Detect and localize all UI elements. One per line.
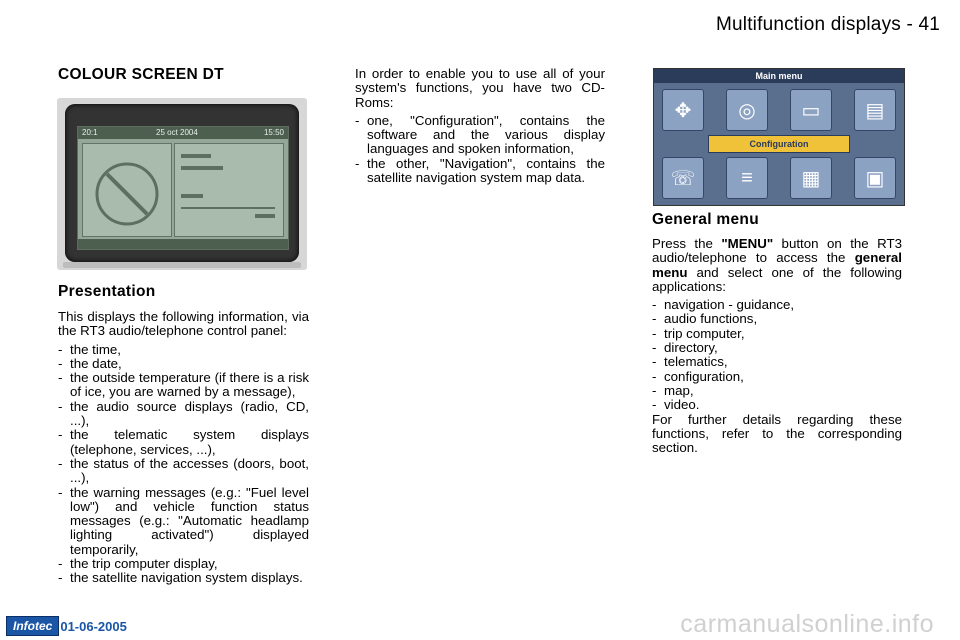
lcd-clock: 15:50 (263, 128, 284, 137)
list-item: - one, "Configuration", contains the software and the various display languages and spoken information, (355, 114, 605, 157)
list-item: - directory, (652, 341, 902, 355)
main-menu-screenshot (653, 68, 905, 206)
list-item: - the audio source displays (radio, CD, ...), (58, 400, 309, 429)
section-title: COLOUR SCREEN DT (58, 66, 224, 83)
photo-base (63, 262, 301, 268)
applications-list (652, 298, 902, 412)
menu-button-label: "MENU" (721, 236, 774, 251)
lcd-map-panel (82, 143, 172, 237)
cd-icon: ◎ (726, 89, 768, 131)
list-item: - the telematic system displays (telephone, services, ...), (58, 428, 309, 457)
list-item: - navigation - guidance, (652, 298, 902, 312)
list-item: - the status of the accesses (doors, boot, ...), (58, 457, 309, 486)
presentation-list (58, 343, 309, 586)
page-title: Multifunction displays - 41 (715, 14, 940, 35)
footer (6, 616, 127, 636)
lcd-time: 20:1 (82, 128, 98, 137)
screen-photo (57, 98, 307, 270)
info-lines-icon (175, 144, 283, 236)
para-text: Press the (652, 236, 722, 251)
configuration-icon: ≡ (726, 157, 768, 199)
list-item: - the outside temperature (if there is a risk of ice, you are warned by a message), (58, 371, 309, 400)
map-icon (83, 144, 171, 236)
general-menu-paragraph (652, 237, 902, 294)
list-item: - map, (652, 384, 902, 398)
cdrom-intro: In order to enable you to use all of your system's functions, you have two CD-Roms: (355, 66, 605, 110)
main-menu-title: Main menu (654, 69, 904, 83)
cdrom-section (355, 67, 605, 185)
navigation-icon: ✥ (662, 89, 704, 131)
list-item: - video. (652, 398, 902, 412)
lcd-info-panel (174, 143, 284, 237)
list-item: - the other, "Navigation", contains the satellite navigation system map data. (355, 157, 605, 186)
lcd-date: 25 oct 2004 (156, 128, 198, 137)
general-menu-section (652, 211, 902, 455)
video-icon: ▣ (854, 157, 896, 199)
lcd-status-bar (78, 127, 288, 139)
menu-icons-row (662, 157, 896, 199)
configuration-highlight: Configuration (708, 135, 850, 153)
presentation-heading: Presentation (58, 283, 156, 300)
para-text: and select one of the following applications: (652, 264, 902, 294)
lcd-footer-bar (78, 239, 288, 249)
presentation-intro: This displays the following information, via the RT3 audio/telephone control panel: (58, 309, 309, 339)
general-menu-term: general menu (652, 250, 902, 280)
lcd-display (77, 126, 289, 250)
footer-date: 01-06-2005 (60, 618, 127, 634)
screen-bezel (65, 104, 299, 262)
list-item: - audio functions, (652, 312, 902, 326)
watermark: carmanualsonline.info (680, 610, 934, 638)
infotec-logo: Infotec (6, 616, 59, 636)
para-text: button on the RT3 audio/telephone to access the (652, 236, 902, 266)
closing-paragraph: For further details regarding these functions, refer to the corresponding section. (652, 411, 902, 456)
list-item: - telematics, (652, 355, 902, 369)
list-item: - trip computer, (652, 327, 902, 341)
directory-icon: ▤ (854, 89, 896, 131)
presentation-section (58, 283, 309, 586)
menu-icons-row (662, 89, 896, 131)
list-item: - configuration, (652, 370, 902, 384)
list-item: - the time, (58, 343, 309, 357)
telematics-icon: ☏ (662, 157, 704, 199)
cdrom-list (355, 114, 605, 185)
computer-icon: ▭ (790, 89, 832, 131)
general-menu-heading: General menu (652, 211, 759, 228)
map-icon: ▦ (790, 157, 832, 199)
list-item: - the date, (58, 357, 309, 371)
list-item: - the satellite navigation system displays. (58, 571, 309, 585)
list-item: - the trip computer display, (58, 557, 309, 571)
list-item: - the warning messages (e.g.: "Fuel level low") and vehicle function status messages (e.g.: "Automatic headlamp lighting activated") displayed temporarily, (58, 486, 309, 557)
